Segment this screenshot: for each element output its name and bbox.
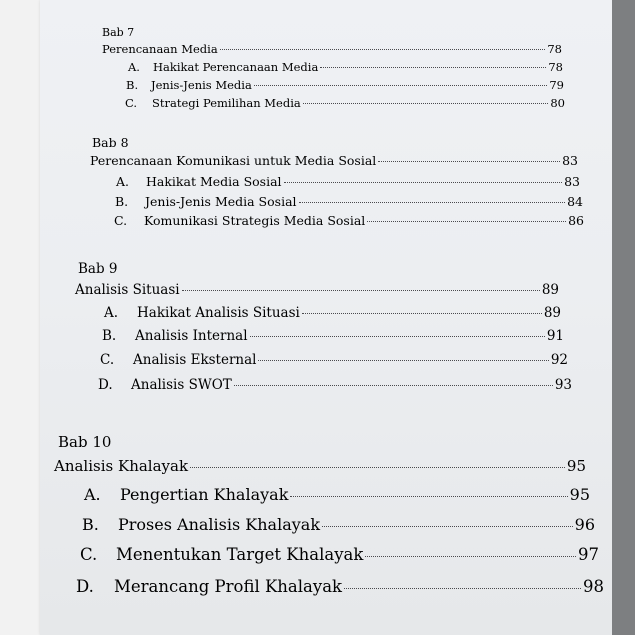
chapter-label: Bab 8	[92, 135, 129, 150]
toc-entry	[114, 213, 584, 228]
chapter-title-line	[54, 457, 586, 475]
entry-letter: C.	[80, 545, 98, 564]
page-number: 96	[574, 515, 595, 534]
page-number: 78	[548, 60, 563, 74]
chapter-title: Analisis Situasi	[75, 282, 180, 298]
entry-letter: C.	[100, 352, 115, 368]
entry-title: Hakikat Perencanaan Media	[153, 60, 319, 74]
chapter-label: Bab 10	[58, 433, 112, 451]
page-number: 89	[543, 305, 561, 321]
page-number: 89	[541, 282, 559, 298]
page-number: 86	[568, 213, 584, 228]
leader-dots	[302, 313, 542, 314]
page-number: 80	[550, 96, 565, 110]
leader-dots	[365, 556, 576, 557]
book-page	[40, 0, 612, 635]
leader-dots	[284, 182, 563, 183]
leader-dots	[182, 290, 540, 291]
entry-title: Strategi Pemilihan Media	[152, 96, 301, 110]
entry-title: Proses Analisis Khalayak	[118, 515, 321, 534]
toc-entry	[115, 194, 583, 209]
leader-dots	[367, 221, 566, 222]
entry-letter: A.	[128, 60, 140, 74]
page-number: 83	[564, 174, 580, 189]
leader-dots	[290, 496, 567, 497]
toc-entry	[76, 577, 604, 596]
page-left-edge	[0, 0, 40, 635]
chapter-label: Bab 9	[78, 261, 118, 277]
entry-letter: B.	[126, 78, 139, 92]
page-number: 91	[546, 328, 564, 344]
toc-entry	[80, 545, 599, 564]
chapter-title: Analisis Khalayak	[54, 457, 189, 475]
leader-dots	[378, 161, 560, 162]
entry-title: Hakikat Analisis Situasi	[137, 305, 300, 321]
leader-dots	[303, 103, 549, 104]
page-number: 83	[562, 153, 578, 168]
chapter-title: Perencanaan Komunikasi untuk Media Sosial	[90, 153, 377, 168]
leader-dots	[322, 526, 573, 527]
page-number: 84	[567, 194, 583, 209]
page-number: 79	[549, 78, 564, 92]
entry-title: Komunikasi Strategis Media Sosial	[144, 213, 366, 228]
leader-dots	[320, 67, 546, 68]
entry-letter: B.	[115, 194, 129, 209]
entry-letter: B.	[102, 328, 117, 344]
entry-letter: D.	[98, 377, 113, 393]
entry-letter: C.	[125, 96, 138, 110]
toc-entry	[128, 60, 563, 74]
toc-entry	[116, 174, 580, 189]
toc-entry	[102, 328, 564, 344]
entry-title: Analisis Eksternal	[133, 352, 257, 368]
entry-title: Jenis-Jenis Media	[151, 78, 252, 92]
background-surface	[612, 0, 635, 635]
chapter-title-line	[90, 153, 578, 168]
chapter-title-line	[75, 282, 559, 298]
chapter-title: Perencanaan Media	[102, 42, 218, 56]
chapter-title-line	[102, 42, 562, 56]
leader-dots	[258, 360, 548, 361]
toc-entry	[84, 485, 590, 504]
entry-title: Merancang Profil Khalayak	[114, 577, 343, 596]
toc-entry	[82, 515, 595, 534]
leader-dots	[254, 85, 548, 86]
leader-dots	[250, 336, 545, 337]
leader-dots	[299, 202, 566, 203]
page-number: 78	[547, 42, 562, 56]
leader-dots	[234, 385, 553, 386]
entry-title: Jenis-Jenis Media Sosial	[145, 194, 297, 209]
entry-letter: D.	[76, 577, 94, 596]
entry-letter: A.	[84, 485, 101, 504]
page-number: 95	[566, 457, 586, 475]
entry-title: Analisis SWOT	[131, 377, 232, 393]
entry-letter: B.	[82, 515, 99, 534]
entry-letter: A.	[116, 174, 130, 189]
entry-title: Hakikat Media Sosial	[146, 174, 282, 189]
toc-entry	[125, 96, 565, 110]
page-number: 92	[550, 352, 568, 368]
page-number: 95	[569, 485, 590, 504]
chapter-label: Bab 7	[102, 26, 135, 39]
leader-dots	[344, 588, 581, 589]
toc-entry	[126, 78, 564, 92]
page-number: 97	[578, 545, 599, 564]
entry-title: Pengertian Khalayak	[120, 485, 289, 504]
entry-letter: C.	[114, 213, 128, 228]
toc-entry	[98, 377, 572, 393]
page-number: 98	[583, 577, 604, 596]
toc-entry	[104, 305, 561, 321]
toc-entry	[100, 352, 568, 368]
entry-letter: A.	[104, 305, 119, 321]
leader-dots	[190, 467, 565, 468]
page-number: 93	[554, 377, 572, 393]
entry-title: Menentukan Target Khalayak	[116, 545, 364, 564]
entry-title: Analisis Internal	[135, 328, 248, 344]
leader-dots	[220, 49, 546, 50]
